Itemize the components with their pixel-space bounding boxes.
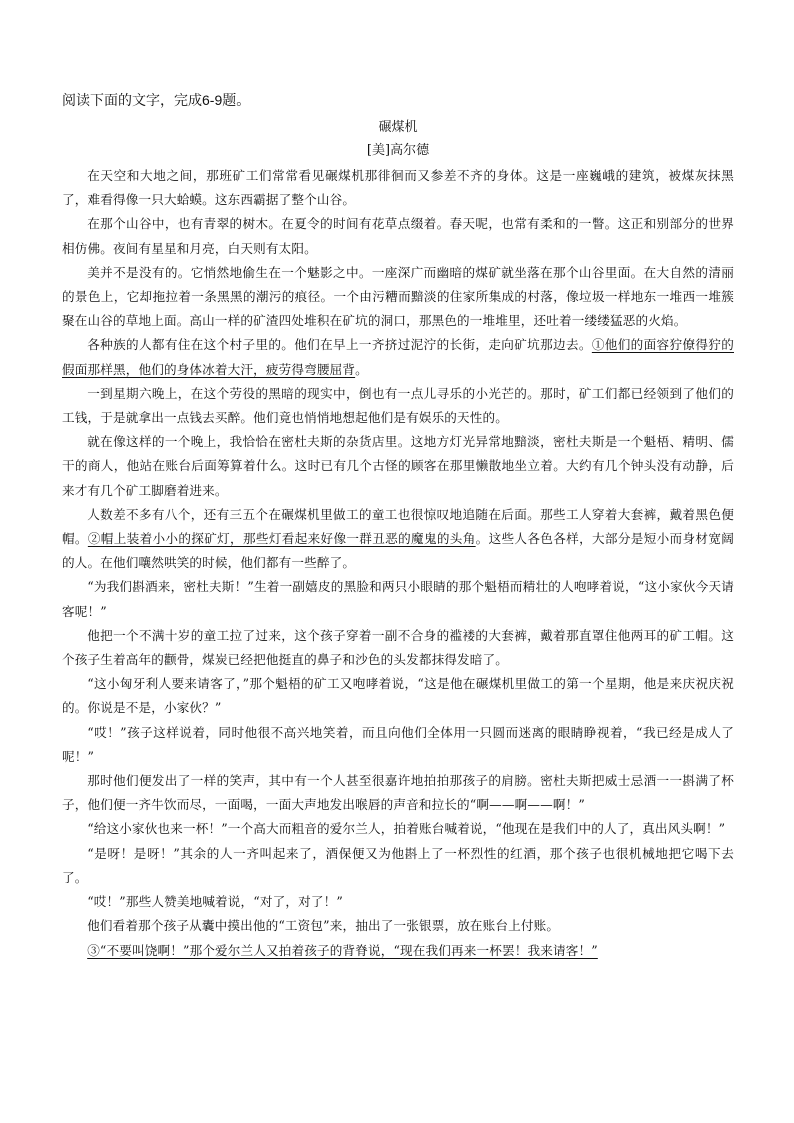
- paragraph-9: 他把一个不满十岁的童工拉了过来，这个孩子穿着一副不合身的褴褛的大套裤，戴着那直罩住他两耳的矿工帽。这个孩子生着高年的颧骨，煤炭已经把他挺直的鼻子和沙色的头发都抹得发暗了。: [62, 627, 734, 668]
- article-title: 碾煤机: [378, 120, 418, 135]
- paragraph-7: [62, 503, 734, 576]
- paragraph-text: 。这些人各色各样，大部分是短小而身材宽阔的人。在他们嚷然哄笑的时候，他们都有一些醉了。: [62, 531, 735, 571]
- paragraph-16: 他们看着那个孩子从囊中摸出他的“工资包”来，抽出了一张银票，放在账台上付账。: [87, 918, 560, 934]
- paragraph-1: 在天空和大地之间，那班矿工们常常看见碾煤机那徘徊而又参差不齐的身体。这是一座巍峨的建筑，被煤灰抹黑了，难看得像一只大蛤蟆。这东西霸据了整个山谷。: [62, 168, 734, 208]
- paragraph-8: “为我们斟酒来，密杜夫斯！”生着一副嬉皮的黑脸和两只小眼睛的那个魁梧而精壮的人咆哮着说，“这小家伙今天请客呢！”: [62, 579, 734, 619]
- paragraph-4: [62, 333, 734, 381]
- document-page: [62, 88, 734, 963]
- paragraph-3: 美并不是没有的。它悄然地偷生在一个魅影之中。一座深广而幽暗的煤矿就坐落在那个山谷里面。在大自然的清丽的景色上，它却拖拉着一条黑黑的潮污的痕径。一个由污糟而黯淡的住家所集成的村落，像垃圾一样地东一堆西一堆簇聚在山谷的草地上面。高山一样的矿渣四处堆积在矿坑的洞口，那黑色的一堆堆里，还吐着一缕缕猛恶的火焰。: [62, 264, 734, 329]
- paragraph-5: 一到星期六晚上，在这个劳役的黑暗的现实中，倒也有一点儿寻乐的小光芒的。那时，矿工们都已经领到了他们的工钱，于是就拿出一点钱去买醉。他们竟也悄悄地想起他们是有娱乐的天性的。: [62, 385, 734, 426]
- underlined-sentence-3: ③“不要叫饶啊！”那个爱尔兰人又拍着孩子的背脊说，“现在我们再来一杯罢！我来请客！”: [87, 942, 598, 958]
- paragraph-text: 人数差不多有八个，还有三五个在碾煤机里做工的童工也很惊叹地追随在后面。那些工人穿着大套裤，戴着黑色便帽。: [62, 506, 734, 547]
- underlined-sentence-2: ②帽上装着小小的探矿灯，那些灯看起来好像一群丑恶的魔鬼的头角: [87, 531, 476, 547]
- paragraph-17: [62, 939, 734, 963]
- paragraph-2: 在那个山谷中，也有青翠的树木。在夏令的时间有花草点缀着。春天呢，也常有柔和的一瞥。这正和别部分的世界相仿佛。夜间有星星和月亮，白天则有太阳。: [62, 216, 734, 256]
- paragraph-10: “这小匈牙利人要来请客了，”那个魁梧的矿工又咆哮着说，“这是他在碾煤机里做工的第一个星期，他是来庆祝庆祝的。你说是不是，小家伙？”: [62, 676, 734, 716]
- question-instruction: 阅读下面的文字，完成6-9题。: [62, 92, 251, 108]
- paragraph-12: 那时他们便发出了一样的笑声，其中有一个人甚至很嘉许地拍拍那孩子的肩膀。密杜夫斯把威士忌酒一一斟满了杯子，他们便一齐牛饮而尽，一面喝，一面大声地发出喉唇的声音和拉长的“啊——啊——啊！”: [62, 773, 734, 813]
- paragraph-15: “哎！”那些人赞美地喊着说，“对了，对了！”: [87, 894, 343, 910]
- paragraph-11: “哎！”孩子这样说着，同时他很不高兴地笑着，而且向他们全体用一只圆而迷离的眼睛睁视着，“我已经是成人了呢！”: [62, 724, 734, 764]
- paragraph-text: 各种族的人都有住在这个村子里的。他们在早上一齐挤过泥泞的长街，走向矿坑那边去。: [87, 337, 592, 353]
- underlined-sentence-1: ①他们的面容狞僚得狞的假面那样黑，他们的身体冰着大汗，疲劳得弯腰屈背: [62, 337, 734, 377]
- paragraph-13: “给这小家伙也来一杯！”一个高大而粗音的爱尔兰人，拍着账台喊着说，“他现在是我们中的人了，真出风头啊！”: [87, 821, 726, 837]
- paragraph-text: 。: [355, 361, 368, 377]
- article-author: [美]高尔德: [366, 143, 430, 158]
- paragraph-6: 就在像这样的一个晚上，我恰恰在密杜夫斯的杂货店里。这地方灯光异常地黯淡，密杜夫斯是一个魁梧、精明、儒干的商人，他站在账台后面筹算着什么。这时已有几个古怪的顾客在那里懒散地坐立着。大约有几个钟头没有动静，后来才有几个矿工脚磨着进来。: [62, 434, 734, 498]
- paragraph-14: “是呀！是呀！”其余的人一齐叫起来了，酒保便又为他斟上了一杯烈性的红酒，那个孩子也很机械地把它喝下去了。: [62, 845, 734, 885]
